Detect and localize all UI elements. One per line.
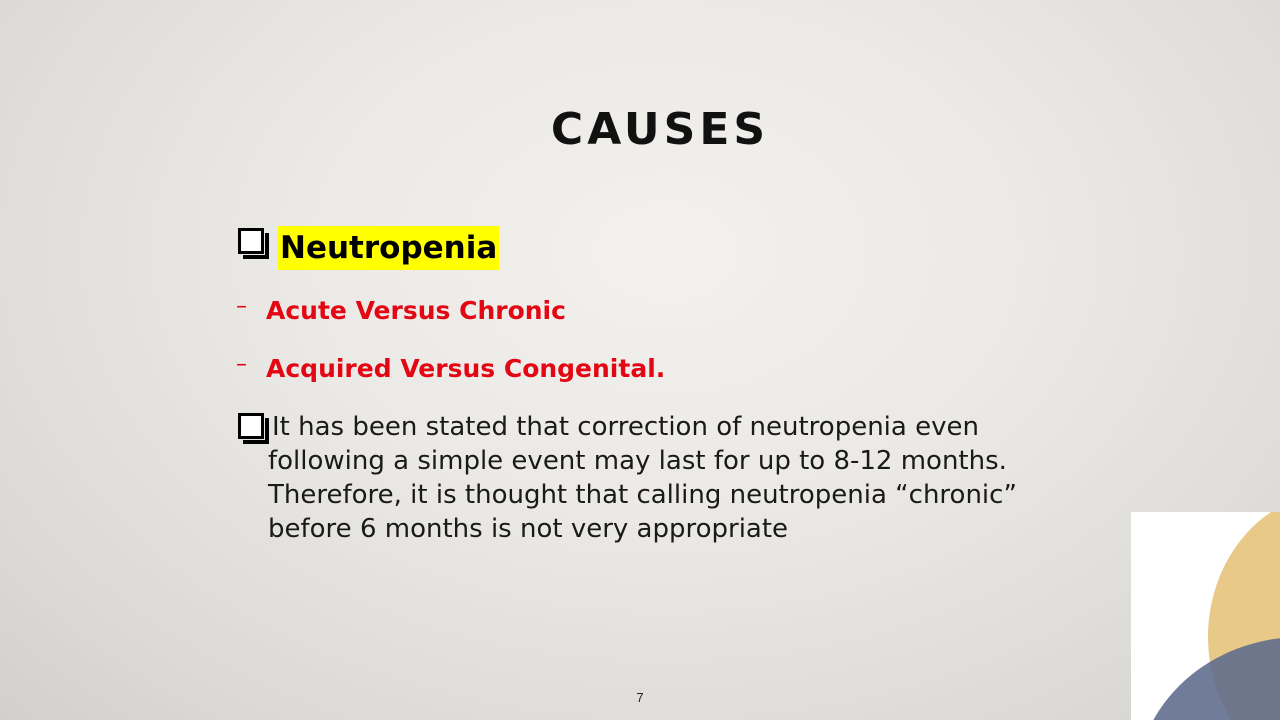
sub-item-1 xyxy=(236,296,566,325)
heading-bullet xyxy=(238,226,499,270)
sub-item-label: Acute Versus Chronic xyxy=(266,296,566,325)
paragraph-line: following a simple event may last for up to 8-12 months. xyxy=(268,446,1007,476)
corner-decoration xyxy=(1131,512,1280,720)
heading-neutropenia: Neutropenia xyxy=(278,226,499,270)
sub-item-2 xyxy=(236,354,665,383)
slide-title: CAUSES xyxy=(550,104,770,155)
corner-shapes-graphic xyxy=(1131,512,1280,720)
page-number: 7 xyxy=(636,690,644,705)
paragraph-line: It has been stated that correction of neutropenia even xyxy=(272,412,979,442)
slate-circle-shape xyxy=(1136,637,1280,720)
dash-icon: – xyxy=(236,294,247,319)
paragraph-bullet xyxy=(238,410,1038,546)
dash-icon: – xyxy=(236,352,247,377)
paragraph-line: Therefore, it is thought that calling neutropenia “chronic” xyxy=(268,480,1017,510)
paragraph-text xyxy=(238,410,1038,546)
checkbox-icon xyxy=(238,228,266,256)
checkbox-icon xyxy=(238,413,266,441)
paragraph-line: before 6 months is not very appropriate xyxy=(268,514,789,544)
sub-item-label: Acquired Versus Congenital. xyxy=(266,354,666,383)
